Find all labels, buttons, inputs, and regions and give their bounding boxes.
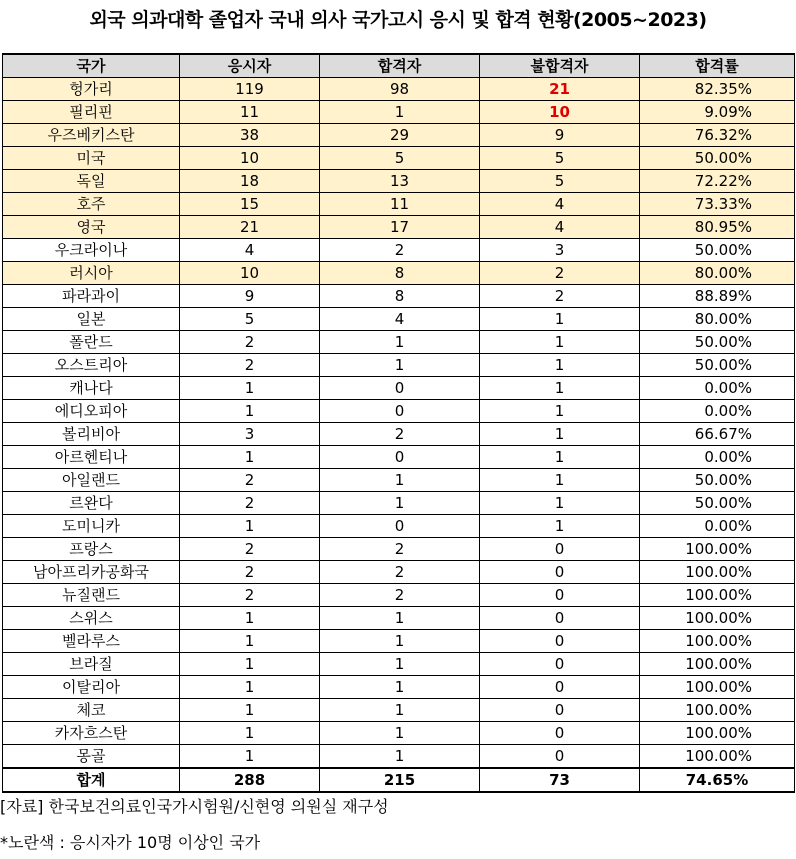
cell-applicants: 15 — [180, 193, 320, 216]
cell-failed: 1 — [480, 423, 640, 446]
footnote: *노란색 : 응시자가 10명 이상인 국가 — [0, 833, 261, 852]
source-note: [자료] 한국보건의료인국가시험원/신현영 의원실 재구성 — [0, 797, 389, 816]
cell-failed: 0 — [480, 699, 640, 722]
cell-applicants: 4 — [180, 239, 320, 262]
cell-pass-rate: 76.32% — [640, 124, 795, 147]
cell-applicants: 2 — [180, 354, 320, 377]
cell-failed: 10 — [480, 101, 640, 124]
total-pass-rate: 74.65% — [640, 768, 795, 792]
cell-failed: 2 — [480, 285, 640, 308]
cell-pass-rate: 100.00% — [640, 676, 795, 699]
cell-passed: 0 — [320, 377, 480, 400]
cell-failed: 1 — [480, 400, 640, 423]
cell-country: 르완다 — [3, 492, 180, 515]
table-row — [3, 354, 795, 377]
cell-country: 몽골 — [3, 745, 180, 769]
cell-failed: 5 — [480, 170, 640, 193]
cell-failed: 2 — [480, 262, 640, 285]
cell-passed: 13 — [320, 170, 480, 193]
table-row — [3, 492, 795, 515]
cell-country: 브라질 — [3, 653, 180, 676]
cell-failed: 1 — [480, 377, 640, 400]
table-row — [3, 147, 795, 170]
cell-applicants: 2 — [180, 538, 320, 561]
cell-country: 필리핀 — [3, 101, 180, 124]
cell-passed: 1 — [320, 331, 480, 354]
header-passed: 합격자 — [320, 54, 480, 78]
cell-failed: 3 — [480, 239, 640, 262]
cell-applicants: 9 — [180, 285, 320, 308]
cell-failed: 5 — [480, 147, 640, 170]
cell-applicants: 119 — [180, 78, 320, 101]
cell-applicants: 1 — [180, 699, 320, 722]
cell-applicants: 11 — [180, 101, 320, 124]
cell-failed: 9 — [480, 124, 640, 147]
table-row — [3, 308, 795, 331]
cell-failed: 0 — [480, 561, 640, 584]
cell-failed: 0 — [480, 653, 640, 676]
cell-passed: 1 — [320, 653, 480, 676]
table-row — [3, 170, 795, 193]
cell-failed: 1 — [480, 446, 640, 469]
cell-passed: 1 — [320, 607, 480, 630]
cell-failed: 0 — [480, 676, 640, 699]
cell-passed: 1 — [320, 354, 480, 377]
cell-pass-rate: 100.00% — [640, 699, 795, 722]
cell-country: 파라과이 — [3, 285, 180, 308]
cell-country: 오스트리아 — [3, 354, 180, 377]
table-row — [3, 377, 795, 400]
cell-country: 남아프리카공화국 — [3, 561, 180, 584]
cell-pass-rate: 82.35% — [640, 78, 795, 101]
table-row — [3, 607, 795, 630]
cell-applicants: 2 — [180, 561, 320, 584]
table-row — [3, 538, 795, 561]
table-row — [3, 515, 795, 538]
cell-pass-rate: 9.09% — [640, 101, 795, 124]
total-passed: 215 — [320, 768, 480, 792]
cell-applicants: 1 — [180, 377, 320, 400]
cell-pass-rate: 100.00% — [640, 630, 795, 653]
cell-applicants: 2 — [180, 584, 320, 607]
cell-pass-rate: 0.00% — [640, 515, 795, 538]
cell-applicants: 1 — [180, 400, 320, 423]
cell-country: 독일 — [3, 170, 180, 193]
table-row — [3, 446, 795, 469]
cell-applicants: 2 — [180, 331, 320, 354]
cell-country: 영국 — [3, 216, 180, 239]
cell-pass-rate: 100.00% — [640, 561, 795, 584]
table-row — [3, 469, 795, 492]
cell-pass-rate: 100.00% — [640, 538, 795, 561]
header-pass-rate: 합격률 — [640, 54, 795, 78]
cell-applicants: 1 — [180, 653, 320, 676]
table-body — [3, 78, 795, 769]
cell-passed: 1 — [320, 745, 480, 769]
cell-applicants: 1 — [180, 607, 320, 630]
cell-passed: 2 — [320, 239, 480, 262]
cell-passed: 1 — [320, 492, 480, 515]
cell-applicants: 10 — [180, 262, 320, 285]
cell-passed: 4 — [320, 308, 480, 331]
cell-passed: 1 — [320, 722, 480, 745]
table-row — [3, 101, 795, 124]
cell-passed: 0 — [320, 515, 480, 538]
cell-passed: 0 — [320, 400, 480, 423]
cell-failed: 21 — [480, 78, 640, 101]
cell-applicants: 1 — [180, 676, 320, 699]
exam-results-table — [2, 53, 795, 793]
cell-country: 헝가리 — [3, 78, 180, 101]
cell-passed: 1 — [320, 699, 480, 722]
cell-country: 볼리비아 — [3, 423, 180, 446]
cell-country: 뉴질랜드 — [3, 584, 180, 607]
table-row — [3, 331, 795, 354]
table-row — [3, 561, 795, 584]
cell-passed: 29 — [320, 124, 480, 147]
cell-pass-rate: 50.00% — [640, 331, 795, 354]
cell-pass-rate: 0.00% — [640, 400, 795, 423]
cell-passed: 2 — [320, 561, 480, 584]
cell-country: 체코 — [3, 699, 180, 722]
cell-pass-rate: 50.00% — [640, 469, 795, 492]
header-applicants: 응시자 — [180, 54, 320, 78]
cell-passed: 1 — [320, 101, 480, 124]
table-row — [3, 699, 795, 722]
cell-pass-rate: 100.00% — [640, 722, 795, 745]
cell-failed: 0 — [480, 745, 640, 769]
cell-applicants: 38 — [180, 124, 320, 147]
cell-failed: 1 — [480, 308, 640, 331]
cell-applicants: 21 — [180, 216, 320, 239]
table-row — [3, 584, 795, 607]
cell-failed: 4 — [480, 193, 640, 216]
cell-failed: 4 — [480, 216, 640, 239]
cell-pass-rate: 72.22% — [640, 170, 795, 193]
cell-pass-rate: 50.00% — [640, 147, 795, 170]
cell-passed: 8 — [320, 262, 480, 285]
table-row — [3, 124, 795, 147]
cell-passed: 2 — [320, 423, 480, 446]
cell-failed: 1 — [480, 492, 640, 515]
cell-pass-rate: 0.00% — [640, 377, 795, 400]
table-row — [3, 285, 795, 308]
cell-country: 스위스 — [3, 607, 180, 630]
cell-country: 아일랜드 — [3, 469, 180, 492]
table-row — [3, 630, 795, 653]
cell-passed: 1 — [320, 676, 480, 699]
cell-passed: 8 — [320, 285, 480, 308]
cell-country: 카자흐스탄 — [3, 722, 180, 745]
table-row — [3, 193, 795, 216]
total-row — [3, 768, 795, 792]
table-row — [3, 78, 795, 101]
cell-applicants: 18 — [180, 170, 320, 193]
total-failed: 73 — [480, 768, 640, 792]
cell-country: 도미니카 — [3, 515, 180, 538]
cell-country: 프랑스 — [3, 538, 180, 561]
total-label: 합계 — [3, 768, 180, 792]
cell-country: 호주 — [3, 193, 180, 216]
cell-pass-rate: 73.33% — [640, 193, 795, 216]
cell-country: 러시아 — [3, 262, 180, 285]
cell-pass-rate: 50.00% — [640, 239, 795, 262]
cell-passed: 17 — [320, 216, 480, 239]
cell-pass-rate: 100.00% — [640, 584, 795, 607]
cell-failed: 0 — [480, 630, 640, 653]
cell-pass-rate: 80.00% — [640, 308, 795, 331]
cell-applicants: 1 — [180, 722, 320, 745]
cell-applicants: 3 — [180, 423, 320, 446]
cell-applicants: 5 — [180, 308, 320, 331]
cell-applicants: 10 — [180, 147, 320, 170]
cell-pass-rate: 88.89% — [640, 285, 795, 308]
cell-pass-rate: 80.95% — [640, 216, 795, 239]
cell-applicants: 2 — [180, 469, 320, 492]
header-country: 국가 — [3, 54, 180, 78]
cell-passed: 1 — [320, 630, 480, 653]
table-row — [3, 676, 795, 699]
table-header-row — [3, 54, 795, 78]
cell-country: 이탈리아 — [3, 676, 180, 699]
page-title: 외국 의과대학 졸업자 국내 의사 국가고시 응시 및 합격 현황(2005~2023) — [89, 9, 707, 31]
cell-pass-rate: 0.00% — [640, 446, 795, 469]
cell-country: 일본 — [3, 308, 180, 331]
cell-pass-rate: 100.00% — [640, 653, 795, 676]
cell-pass-rate: 50.00% — [640, 492, 795, 515]
cell-passed: 5 — [320, 147, 480, 170]
cell-pass-rate: 100.00% — [640, 607, 795, 630]
cell-country: 폴란드 — [3, 331, 180, 354]
cell-country: 에디오피아 — [3, 400, 180, 423]
cell-country: 캐나다 — [3, 377, 180, 400]
table-row — [3, 745, 795, 769]
cell-pass-rate: 80.00% — [640, 262, 795, 285]
table-row — [3, 239, 795, 262]
total-applicants: 288 — [180, 768, 320, 792]
table-row — [3, 653, 795, 676]
cell-country: 미국 — [3, 147, 180, 170]
cell-pass-rate: 50.00% — [640, 354, 795, 377]
cell-country: 우즈베키스탄 — [3, 124, 180, 147]
cell-passed: 1 — [320, 469, 480, 492]
table-row — [3, 423, 795, 446]
table-row — [3, 400, 795, 423]
cell-failed: 1 — [480, 515, 640, 538]
cell-failed: 0 — [480, 538, 640, 561]
cell-country: 아르헨티나 — [3, 446, 180, 469]
header-failed: 불합격자 — [480, 54, 640, 78]
cell-pass-rate: 100.00% — [640, 745, 795, 769]
cell-applicants: 2 — [180, 492, 320, 515]
cell-failed: 0 — [480, 607, 640, 630]
cell-passed: 98 — [320, 78, 480, 101]
cell-applicants: 1 — [180, 745, 320, 769]
cell-country: 벨라루스 — [3, 630, 180, 653]
table-row — [3, 722, 795, 745]
cell-passed: 2 — [320, 538, 480, 561]
cell-applicants: 1 — [180, 446, 320, 469]
cell-failed: 0 — [480, 722, 640, 745]
cell-pass-rate: 66.67% — [640, 423, 795, 446]
table-row — [3, 262, 795, 285]
cell-country: 우크라이나 — [3, 239, 180, 262]
cell-failed: 0 — [480, 584, 640, 607]
cell-failed: 1 — [480, 331, 640, 354]
table-row — [3, 216, 795, 239]
cell-failed: 1 — [480, 354, 640, 377]
cell-applicants: 1 — [180, 630, 320, 653]
cell-failed: 1 — [480, 469, 640, 492]
cell-passed: 2 — [320, 584, 480, 607]
cell-passed: 0 — [320, 446, 480, 469]
cell-passed: 11 — [320, 193, 480, 216]
cell-applicants: 1 — [180, 515, 320, 538]
